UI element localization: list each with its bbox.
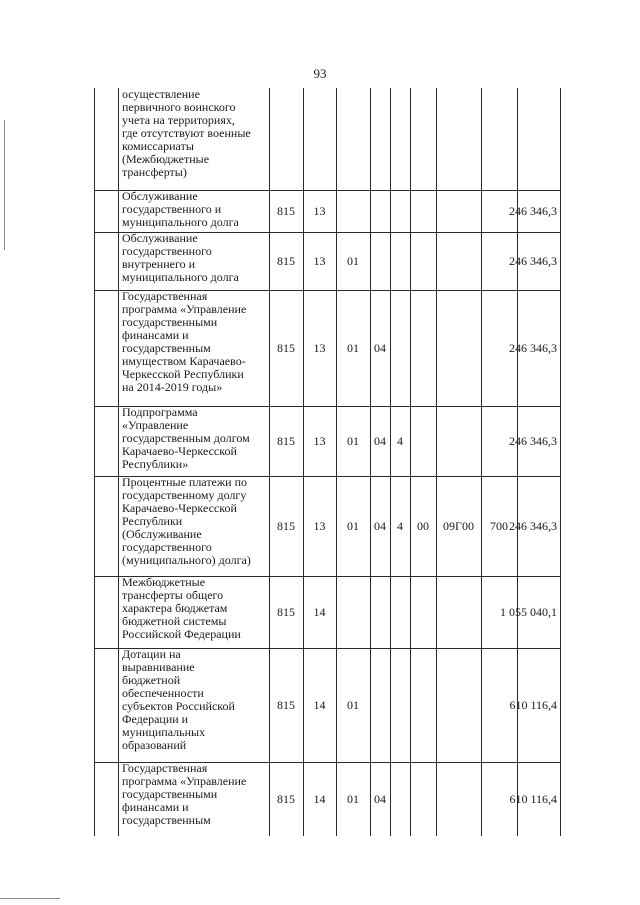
cell-description (118, 576, 269, 648)
cell-ministry: 815 (277, 697, 295, 712)
cell-program: 04 (374, 340, 386, 355)
cell-section: 14 (313, 791, 326, 806)
description-line: программа «Управление (122, 302, 247, 316)
cell-description (118, 648, 269, 762)
cell-subprogram (390, 576, 410, 648)
cell-program: 04 (374, 518, 386, 533)
cell-expense-code: 09Г00 (443, 518, 474, 533)
description-line: Республики (122, 514, 183, 528)
table-row (94, 88, 561, 190)
cell-expense-code (436, 290, 481, 406)
cell-expense-code (436, 762, 481, 836)
cell-subsection (336, 88, 370, 190)
cell-description (118, 290, 269, 406)
table-row (94, 406, 561, 476)
cell-direction (410, 88, 436, 190)
description-line: обеспеченности (122, 686, 204, 700)
description-line: (Межбюджетные (122, 152, 210, 166)
table-row (94, 762, 561, 836)
cell-ministry: 815 (277, 604, 295, 619)
description-line: государственного (122, 244, 212, 258)
cell-amount: 610 116,4 (509, 791, 557, 806)
cell-ministry: 815 (277, 518, 295, 533)
cell-direction (410, 762, 436, 836)
description-line: образований (122, 738, 187, 752)
description-line: Процентные платежи по (122, 475, 248, 489)
cell-amount: 610 116,4 (509, 697, 557, 712)
cell-subsection: 01 (347, 253, 359, 268)
cell-direction (410, 232, 436, 290)
description-line: программа «Управление (122, 774, 247, 788)
budget-table (94, 88, 561, 836)
cell-amount: 246 346,3 (509, 340, 557, 355)
cell-description (118, 232, 269, 290)
cell-vr (481, 88, 517, 190)
cell-ministry: 815 (277, 433, 295, 448)
cell-amount: 246 346,3 (509, 253, 557, 268)
cell-subprogram (390, 88, 410, 190)
page-number: 93 (313, 66, 327, 81)
cell-subprogram (390, 648, 410, 762)
cell-ministry: 815 (277, 203, 295, 218)
cell-expense-code (436, 406, 481, 476)
table-row (94, 232, 561, 290)
description-line: внутреннего и (122, 257, 196, 271)
cell-subsection: 01 (347, 791, 359, 806)
description-line: государственного (122, 540, 212, 554)
table-row (94, 576, 561, 648)
description-line: бюджетной системы (122, 614, 227, 628)
cell-direction (410, 648, 436, 762)
cell-amount (517, 88, 561, 190)
description-line: Черкесской Республики (122, 367, 244, 381)
cell-program (370, 648, 390, 762)
cell-expense-code (436, 190, 481, 232)
cell-subprogram: 4 (397, 433, 403, 448)
description-line: государственному долгу (122, 488, 247, 502)
cell-subprogram (390, 762, 410, 836)
cell-expense-code (436, 576, 481, 648)
description-line: имуществом Карачаево- (122, 354, 246, 368)
cell-program (370, 576, 390, 648)
cell-program (370, 88, 390, 190)
description-line: Обслуживание (122, 231, 198, 245)
cell-section: 13 (313, 518, 326, 533)
description-line: субъектов Российской (122, 699, 235, 713)
description-line: первичного воинского (122, 100, 236, 114)
cell-section: 14 (313, 697, 326, 712)
cell-section (303, 88, 336, 190)
description-line: (муниципального) долга) (122, 553, 251, 567)
cell-amount: 246 346,3 (509, 203, 557, 218)
description-line: Государственная (122, 761, 208, 775)
description-line: государственными (122, 315, 218, 329)
cell-subsection (336, 190, 370, 232)
description-line: Дотации на (122, 647, 181, 661)
description-line: осуществление (122, 87, 200, 101)
cell-direction (410, 576, 436, 648)
cell-section: 13 (313, 340, 326, 355)
description-line: комиссариаты (122, 139, 194, 153)
cell-vr: 700 (490, 518, 508, 533)
description-line: муниципального долга (122, 270, 239, 284)
description-line: учета на территориях, (122, 113, 235, 127)
table-row (94, 290, 561, 406)
description-line: государственными (122, 787, 218, 801)
cell-direction (410, 290, 436, 406)
description-line: где отсутствуют военные (122, 126, 251, 140)
description-line: Российской Федерации (122, 627, 241, 641)
cell-amount: 246 346,3 (509, 518, 557, 533)
scan-artifact-left (4, 120, 5, 250)
cell-expense-code (436, 648, 481, 762)
description-line: на 2014-2019 годы» (122, 380, 223, 394)
scan-artifact-bottom (0, 898, 60, 899)
description-line: финансами и (122, 328, 189, 342)
table-row (94, 190, 561, 232)
cell-expense-code (436, 232, 481, 290)
cell-direction: 00 (417, 518, 429, 533)
cell-section: 13 (313, 203, 326, 218)
description-line: государственным (122, 813, 211, 827)
table-row (94, 476, 561, 576)
cell-program: 04 (374, 791, 386, 806)
cell-subsection: 01 (347, 518, 359, 533)
description-line: бюджетной (122, 673, 181, 687)
description-line: выравнивание (122, 660, 195, 674)
cell-direction (410, 190, 436, 232)
cell-subsection: 01 (347, 697, 359, 712)
description-line: Республики» (122, 457, 189, 471)
cell-section: 14 (313, 604, 326, 619)
description-line: трансферты общего (122, 588, 224, 602)
cell-description (118, 476, 269, 576)
cell-program (370, 232, 390, 290)
cell-subprogram (390, 290, 410, 406)
cell-description (118, 406, 269, 476)
cell-description (118, 190, 269, 232)
description-line: (Обслуживание (122, 527, 202, 541)
cell-section: 13 (313, 253, 326, 268)
description-line: «Управление (122, 418, 189, 432)
cell-ministry: 815 (277, 791, 295, 806)
description-line: Карачаево-Черкесской (122, 444, 237, 458)
description-line: государственным долгом (122, 431, 250, 445)
description-line: муниципальных (122, 725, 206, 739)
description-line: муниципального долга (122, 215, 239, 229)
cell-ministry: 815 (277, 340, 295, 355)
cell-expense-code (436, 88, 481, 190)
cell-description (118, 88, 269, 190)
description-line: трансферты) (122, 165, 187, 179)
cell-section: 13 (313, 433, 326, 448)
cell-subprogram (390, 232, 410, 290)
description-line: финансами и (122, 800, 189, 814)
description-line: Государственная (122, 289, 208, 303)
cell-subsection: 01 (347, 433, 359, 448)
description-line: государственного и (122, 202, 222, 216)
cell-ministry: 815 (277, 253, 295, 268)
cell-direction (410, 406, 436, 476)
description-line: Обслуживание (122, 189, 198, 203)
table-row (94, 648, 561, 762)
description-line: государственным (122, 341, 211, 355)
cell-amount: 1 055 040,1 (500, 604, 557, 619)
description-line: Карачаево-Черкесской (122, 501, 237, 515)
cell-subsection (336, 576, 370, 648)
description-line: характера бюджетам (122, 601, 228, 615)
description-line: Подпрограмма (122, 405, 198, 419)
description-line: Федерации и (122, 712, 189, 726)
cell-description (118, 762, 269, 836)
cell-subprogram: 4 (397, 518, 403, 533)
cell-subsection: 01 (347, 340, 359, 355)
description-line: Межбюджетные (122, 575, 206, 589)
cell-subprogram (390, 190, 410, 232)
cell-amount: 246 346,3 (509, 433, 557, 448)
cell-program: 04 (374, 433, 386, 448)
cell-program (370, 190, 390, 232)
cell-ministry (269, 88, 303, 190)
